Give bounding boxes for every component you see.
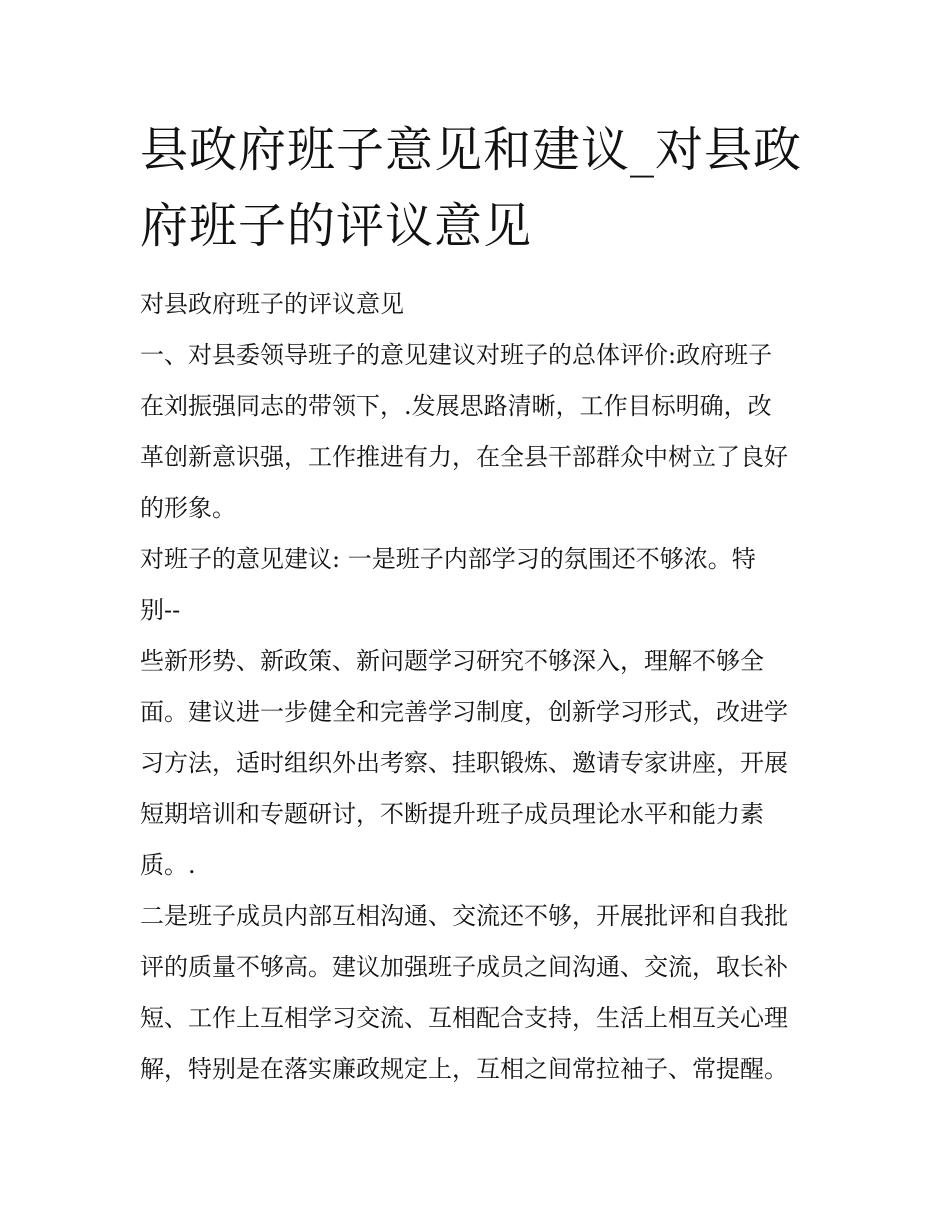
document-title — [140, 112, 820, 264]
title-line: 县政府班子意见和建议_对县政 — [140, 122, 803, 178]
body-line: 些新形势、新政策、新问题学习研究不够深入，理解不够全 — [140, 647, 764, 675]
body-line: 评的质量不够高。建议加强班子成员之间沟通、交流，取长补 — [140, 953, 788, 981]
body-line: 二是班子成员内部互相沟通、交流还不够，开展批评和自我批 — [140, 902, 788, 930]
body-line: 面。建议进一步健全和完善学习制度，创新学习形式，改进学 — [140, 698, 788, 726]
document-body — [140, 279, 830, 1095]
body-line: 一、对县委领导班子的意见建议对班子的总体评价:政府班子 — [140, 341, 773, 369]
body-line: 解，特别是在落实廉政规定上，互相之间常拉袖子、常提醒。 — [140, 1055, 788, 1083]
body-line: 对班子的意见建议: 一是班子内部学习的氛围还不够浓。特 — [140, 545, 756, 573]
body-line: 别-- — [140, 596, 181, 624]
subtitle-line: 对县政府班子的评议意见 — [140, 290, 404, 318]
body-line: 在刘振强同志的带领下，.发展思路清晰，工作目标明确，改 — [140, 392, 772, 420]
body-line: 短、工作上互相学习交流、互相配合支持，生活上相互关心理 — [140, 1004, 788, 1032]
body-line: 短期培训和专题研讨，不断提升班子成员理论水平和能力素 — [140, 800, 764, 828]
body-line: 质。. — [140, 851, 196, 879]
body-line: 革创新意识强，工作推进有力，在全县干部群众中树立了良好 — [140, 443, 788, 471]
body-line: 习方法，适时组织外出考察、挂职锻炼、邀请专家讲座，开展 — [140, 749, 788, 777]
body-line: 的形象。 — [140, 494, 236, 522]
title-line: 府班子的评议意见 — [140, 198, 533, 254]
